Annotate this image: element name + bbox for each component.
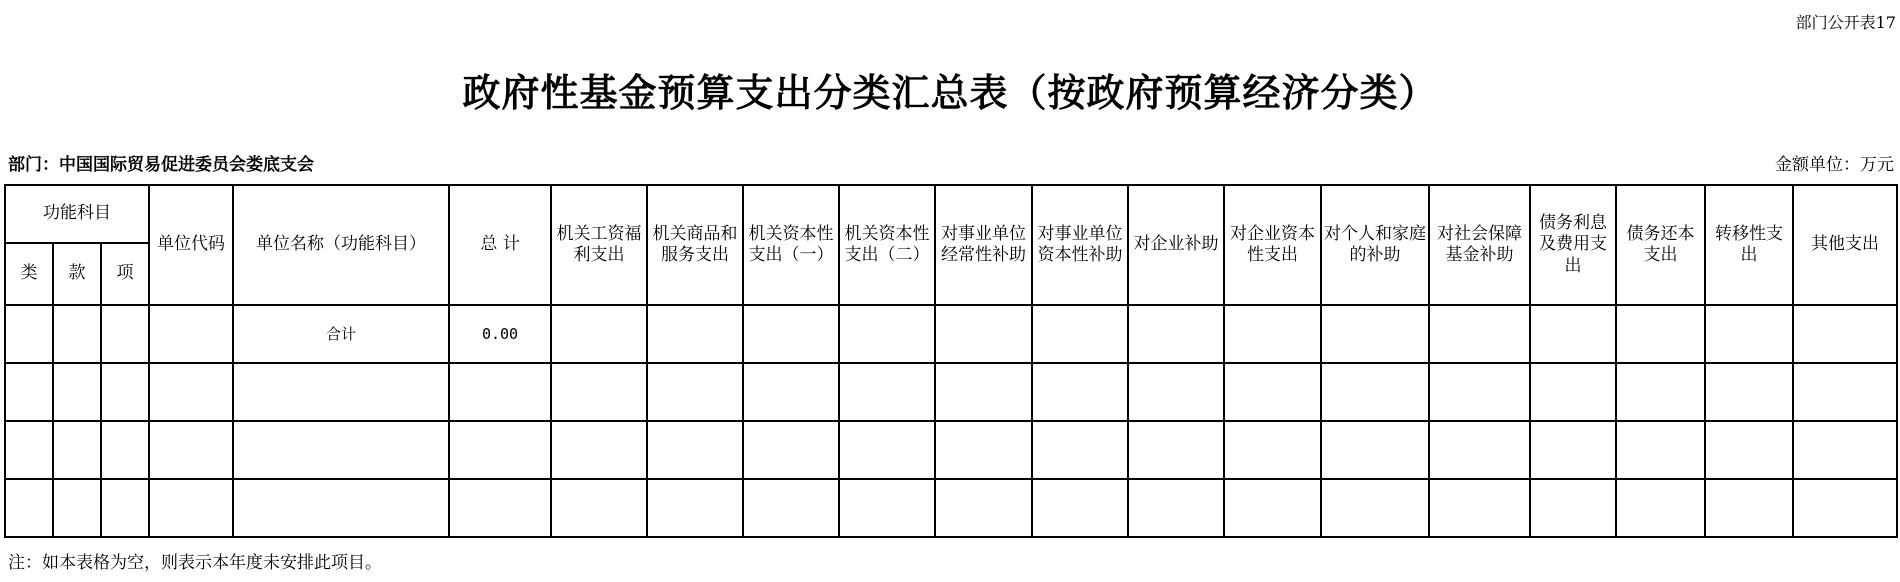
cell-value (1793, 363, 1897, 421)
cell-kuan (53, 421, 101, 479)
cell-value (1616, 479, 1705, 537)
header-kuan: 款 (53, 243, 101, 305)
header-row-1 (5, 185, 1897, 243)
cell-value (1530, 479, 1616, 537)
budget-table (4, 184, 1898, 538)
cell-value (551, 421, 647, 479)
cell-kuan (53, 305, 101, 363)
cell-value (1321, 479, 1429, 537)
cell-unit-code (149, 305, 233, 363)
header-col-12: 转移性支出 (1705, 185, 1793, 305)
cell-kuan (53, 363, 101, 421)
header-col-0: 机关工资福利支出 (551, 185, 647, 305)
cell-lei (5, 363, 53, 421)
cell-value (647, 363, 743, 421)
cell-value (1705, 421, 1793, 479)
cell-value (551, 479, 647, 537)
cell-unit-code (149, 363, 233, 421)
cell-value (1128, 421, 1224, 479)
cell-value (551, 305, 647, 363)
cell-value (839, 363, 935, 421)
cell-unit-name (233, 479, 449, 537)
cell-total (449, 421, 551, 479)
header-total: 总 计 (449, 185, 551, 305)
cell-xiang (101, 421, 149, 479)
cell-value (1705, 363, 1793, 421)
cell-value (1616, 421, 1705, 479)
cell-value (1705, 305, 1793, 363)
cell-value (1429, 421, 1530, 479)
cell-value (1705, 479, 1793, 537)
cell-lei (5, 479, 53, 537)
cell-value (743, 305, 839, 363)
cell-total (449, 363, 551, 421)
header-col-8: 对个人和家庭的补助 (1321, 185, 1429, 305)
cell-value (647, 479, 743, 537)
form-number: 部门公开表17 (1795, 13, 1896, 32)
cell-value (1530, 421, 1616, 479)
cell-lei (5, 305, 53, 363)
cell-value (1224, 479, 1321, 537)
cell-unit-code (149, 479, 233, 537)
cell-value (1793, 305, 1897, 363)
header-lei: 类 (5, 243, 53, 305)
cell-value (1128, 479, 1224, 537)
header-col-6: 对企业补助 (1128, 185, 1224, 305)
cell-value (1032, 421, 1128, 479)
cell-value (1032, 363, 1128, 421)
cell-value (1128, 363, 1224, 421)
cell-value (743, 421, 839, 479)
cell-value (1321, 363, 1429, 421)
cell-value (1224, 421, 1321, 479)
footnote: 注：如本表格为空，则表示本年度未安排此项目。 (8, 553, 382, 573)
header-unit-name: 单位名称（功能科目） (233, 185, 449, 305)
cell-unit-name: 合计 (233, 305, 449, 363)
unit-label: 金额单位：万元 (1775, 155, 1894, 175)
cell-value (839, 305, 935, 363)
cell-value (1032, 479, 1128, 537)
header-unit-code: 单位代码 (149, 185, 233, 305)
cell-value (935, 363, 1032, 421)
cell-unit-name (233, 421, 449, 479)
cell-value (1530, 305, 1616, 363)
header-xiang: 项 (101, 243, 149, 305)
cell-value (1032, 305, 1128, 363)
cell-value (1224, 305, 1321, 363)
cell-lei (5, 421, 53, 479)
cell-value (935, 305, 1032, 363)
cell-value (743, 479, 839, 537)
table-row (5, 479, 1897, 537)
cell-value (1429, 305, 1530, 363)
cell-xiang (101, 479, 149, 537)
cell-total: 0.00 (449, 305, 551, 363)
header-col-4: 对事业单位经常性补助 (935, 185, 1032, 305)
cell-value (1530, 363, 1616, 421)
cell-value (1224, 363, 1321, 421)
header-col-3: 机关资本性支出（二） (839, 185, 935, 305)
cell-total (449, 479, 551, 537)
cell-value (1321, 305, 1429, 363)
cell-xiang (101, 363, 149, 421)
cell-value (551, 363, 647, 421)
cell-value (935, 421, 1032, 479)
cell-value (1793, 421, 1897, 479)
table-row (5, 363, 1897, 421)
cell-value (1429, 479, 1530, 537)
table-row (5, 305, 1897, 363)
table-row (5, 421, 1897, 479)
header-col-13: 其他支出 (1793, 185, 1897, 305)
header-col-10: 债务利息及费用支出 (1530, 185, 1616, 305)
header-col-11: 债务还本支出 (1616, 185, 1705, 305)
cell-unit-code (149, 421, 233, 479)
cell-value (743, 363, 839, 421)
cell-unit-name (233, 363, 449, 421)
header-col-9: 对社会保障基金补助 (1429, 185, 1530, 305)
cell-value (1128, 305, 1224, 363)
header-col-2: 机关资本性支出（一） (743, 185, 839, 305)
cell-xiang (101, 305, 149, 363)
cell-value (839, 479, 935, 537)
department-label: 部门：中国国际贸易促进委员会娄底支会 (8, 155, 314, 175)
cell-kuan (53, 479, 101, 537)
cell-value (1616, 305, 1705, 363)
header-col-5: 对事业单位资本性补助 (1032, 185, 1128, 305)
cell-value (647, 421, 743, 479)
header-col-1: 机关商品和服务支出 (647, 185, 743, 305)
cell-value (839, 421, 935, 479)
cell-value (647, 305, 743, 363)
cell-value (1429, 363, 1530, 421)
page-title: 政府性基金预算支出分类汇总表（按政府预算经济分类） (462, 70, 1438, 115)
header-col-7: 对企业资本性支出 (1224, 185, 1321, 305)
cell-value (1793, 479, 1897, 537)
cell-value (1616, 363, 1705, 421)
header-function-subject: 功能科目 (5, 185, 149, 243)
cell-value (935, 479, 1032, 537)
cell-value (1321, 421, 1429, 479)
